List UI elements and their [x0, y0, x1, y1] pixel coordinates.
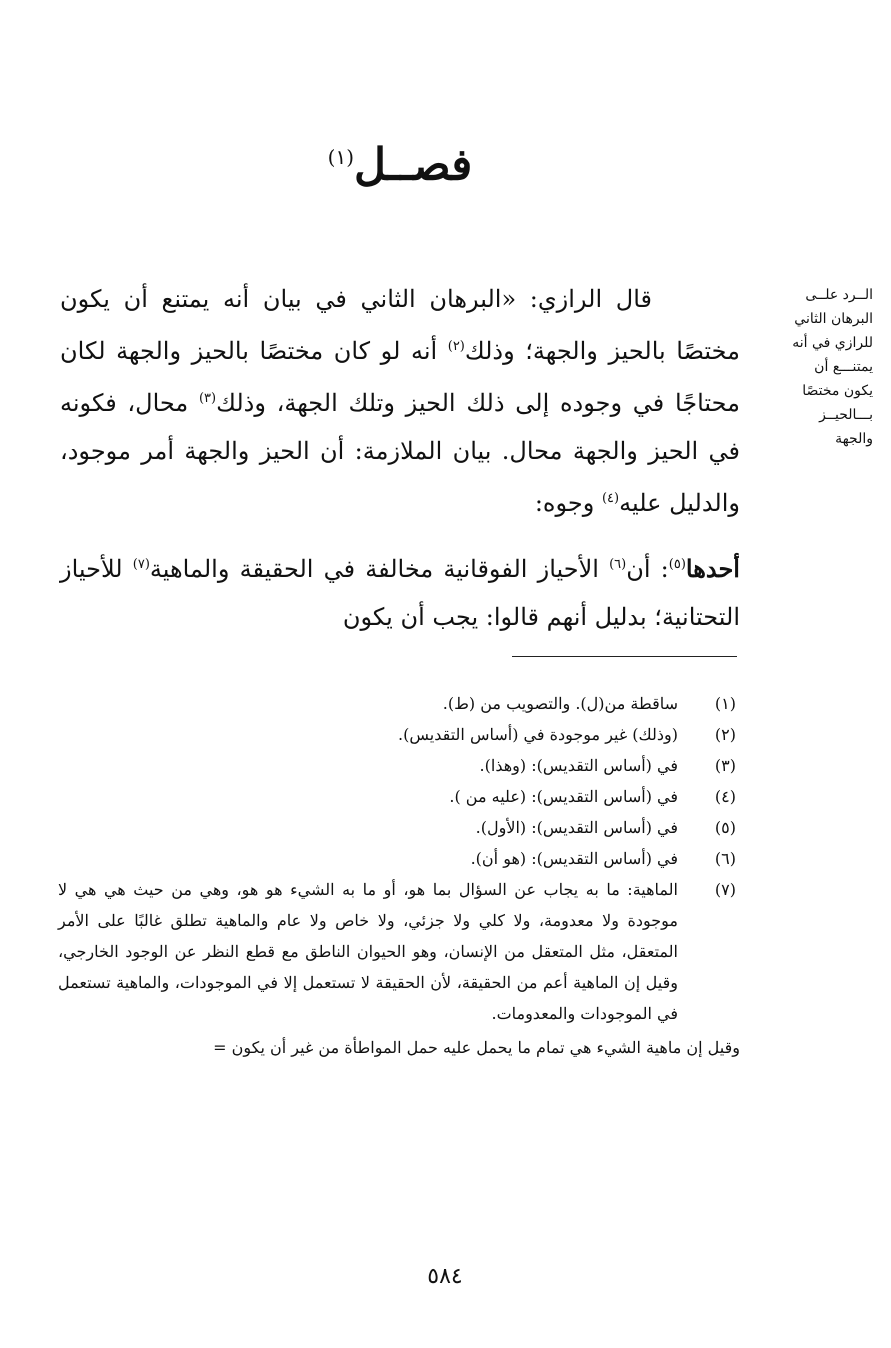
footnote [58, 812, 740, 843]
footnote-text: الماهية: ما به يجاب عن السؤال بما هو، أو ما به الشيء هو هو، وهي من حيث هي هي لا موجودة ولا معدومة، ولا كلي ولا جزئي، ولا خاص ولا عام والماهية تطلق غالبًا على الأمر المتعقل، مثل المتعقل من الإنسان، وهو الحيوان الناطق مع قطع النظر عن الوجود الخارجي، وقيل إن الماهية أعم من الحقيقة، لأن الحقيقة لا تستعمل إلا في الموجودات، والماهية تستعمل في الموجودات والمعدومات. [58, 880, 678, 1023]
footnotes [58, 688, 740, 1063]
footnote-number: (٢) [714, 725, 736, 744]
footnote-text: في (أساس التقديس): (وهذا). [479, 756, 678, 775]
footnote-text: في (أساس التقديس): (هو أن). [470, 849, 678, 868]
margin-note-line: الــرد علــى [805, 287, 873, 303]
footnote-text: (وذلك) غير موجودة في (أساس التقديس). [398, 725, 678, 744]
footnote-text: ساقطة من(ل). والتصويب من (ط). [442, 694, 678, 713]
margin-note-line: بـــالحيــز [819, 407, 873, 423]
footnote-number: (٣) [714, 756, 736, 775]
footnote-ref: (٤) [601, 491, 620, 506]
text-run: قال الرازي: «البرهان الثاني في بيان أنه يمتنع أن يكون مختصًا بالحيز والجهة؛ وذلك [60, 285, 740, 365]
footnote-number: (١) [714, 694, 736, 713]
footnote [58, 688, 740, 719]
chapter-title-footnote-ref: (١) [327, 145, 355, 169]
margin-note-line: والجهة [835, 431, 873, 447]
margin-note [755, 283, 873, 451]
main-text [60, 275, 740, 641]
footnote-ref: (٧) [132, 557, 150, 572]
footnote [58, 781, 740, 812]
footnote-ref: (٣) [198, 391, 217, 406]
paragraph-2 [60, 541, 740, 641]
margin-note-line: يمتنـــع أن [814, 359, 873, 375]
text-run: وجوه: [534, 489, 602, 517]
text-run: الأحياز الفوقانية مخالفة في الحقيقة والماهية [149, 555, 610, 583]
footnote-separator [512, 656, 737, 657]
margin-note-line: للرازي في أنه [792, 335, 873, 351]
footnote-number: (٤) [714, 787, 736, 806]
margin-note-line: يكون مختصًا [802, 383, 873, 399]
footnote [58, 874, 740, 1029]
footnote-number: (٦) [714, 849, 736, 868]
footnote-ref: (٦) [609, 557, 627, 572]
text-run: للأحياز التحتانية؛ بدليل أنهم قالوا: يجب أن يكون [60, 555, 740, 631]
margin-note-line: البرهان الثاني [794, 311, 873, 327]
footnote-ref: (٥) [668, 557, 686, 572]
page-number: ٥٨٤ [427, 1264, 463, 1289]
footnote-ref: (٢) [447, 339, 465, 354]
paragraph-1 [60, 275, 740, 527]
footnote-text: في (أساس التقديس): (عليه من ). [449, 787, 678, 806]
footnote-number: (٧) [714, 880, 736, 899]
chapter-title-text: فصــل [354, 139, 473, 191]
footnote-number: (٥) [714, 818, 736, 837]
bold-lead: أحدها [685, 554, 740, 583]
footnote-continuation: وقيل إن ماهية الشيء هي تمام ما يحمل عليه حمل المواطأة من غير أن يكون = [213, 1038, 740, 1057]
footnote [58, 843, 740, 874]
footnote-text: في (أساس التقديس): (الأول). [475, 818, 678, 837]
footnote [58, 750, 740, 781]
footnote [58, 719, 740, 750]
text-run: أنه لو كان مختصًا بالحيز والجهة لكان محتاجًا في وجوده إلى ذلك الحيز وتلك الجهة، وذلك [60, 337, 740, 417]
text-run: : أن [626, 555, 669, 583]
text-run: محال، فكونه في الحيز والجهة محال. بيان الملازمة: أن الحيز والجهة أمر موجود، والدليل عليه [60, 389, 740, 517]
chapter-title [300, 122, 500, 192]
